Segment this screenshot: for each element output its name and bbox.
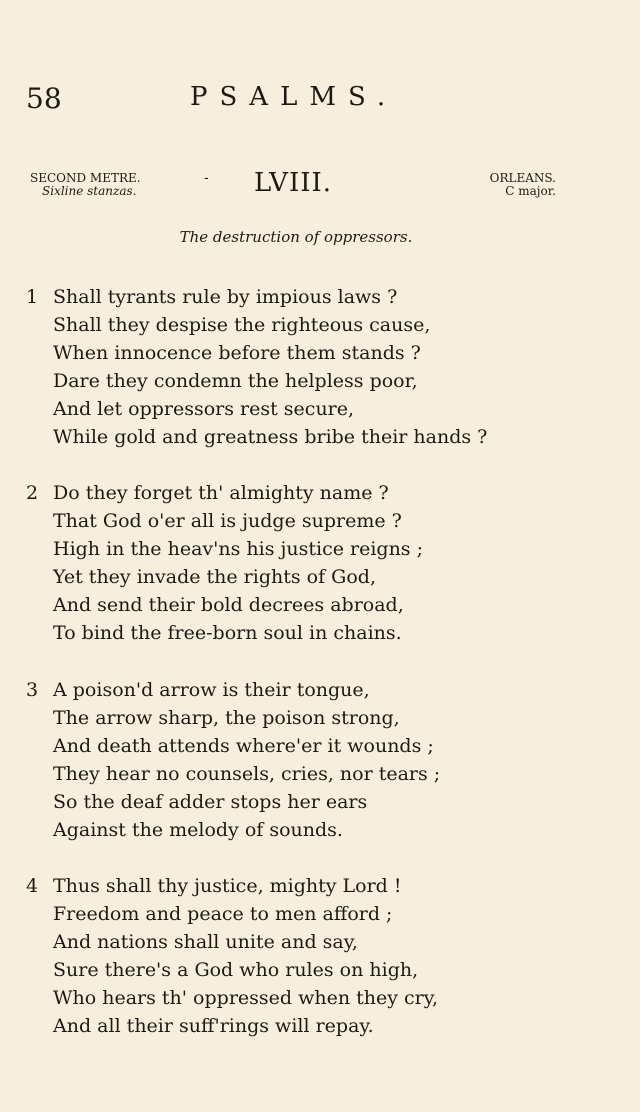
verse-line: That God o'er all is judge supreme ? bbox=[53, 510, 402, 532]
verse-line: Against the melody of sounds. bbox=[53, 819, 343, 841]
page-number: 58 bbox=[26, 82, 62, 115]
tune-info bbox=[490, 172, 556, 198]
verse-number: 3 bbox=[26, 679, 39, 701]
verse-line: Dare they condemn the helpless poor, bbox=[53, 370, 418, 392]
verse-line: And nations shall unite and say, bbox=[53, 931, 358, 953]
metre-info bbox=[30, 172, 141, 198]
page-header bbox=[0, 82, 640, 122]
verse-line: A poison'd arrow is their tongue, bbox=[53, 679, 370, 701]
metre-label: SECOND METRE. bbox=[30, 171, 141, 185]
verse-line: And let oppressors rest secure, bbox=[53, 398, 355, 420]
verse-line: So the deaf adder stops her ears bbox=[53, 791, 368, 813]
psalm-subtitle: The destruction of oppressors. bbox=[179, 228, 413, 246]
verse-line: While gold and greatness bribe their hands ? bbox=[53, 426, 488, 448]
tune-label: ORLEANS. bbox=[489, 171, 556, 185]
verse-line: And all their suff'rings will repay. bbox=[53, 1015, 374, 1037]
verse-line: Freedom and peace to men afford ; bbox=[53, 903, 393, 925]
verse-line: Who hears th' oppressed when they cry, bbox=[53, 987, 438, 1009]
key-label: C major. bbox=[505, 184, 556, 198]
verse-line: The arrow sharp, the poison strong, bbox=[53, 707, 400, 729]
verse-line: To bind the free-born soul in chains. bbox=[53, 622, 402, 644]
verse-line: Yet they invade the rights of God, bbox=[53, 566, 376, 588]
verse-line: And death attends where'er it wounds ; bbox=[53, 735, 434, 757]
ornament-dash: - bbox=[204, 170, 209, 186]
verse-line: Do they forget th' almighty name ? bbox=[53, 482, 389, 504]
verse-line: And send their bold decrees abroad, bbox=[53, 594, 404, 616]
verse-line: Shall tyrants rule by impious laws ? bbox=[53, 286, 398, 308]
verse-line: When innocence before them stands ? bbox=[53, 342, 421, 364]
verse-number: 4 bbox=[26, 875, 39, 897]
verse-line: Sure there's a God who rules on high, bbox=[53, 959, 419, 981]
verse-line: High in the heav'ns his justice reigns ; bbox=[53, 538, 423, 560]
stanza-form-label: Sixline stanzas. bbox=[42, 184, 137, 198]
verse-line: Thus shall thy justice, mighty Lord ! bbox=[53, 875, 402, 897]
verse-number: 1 bbox=[26, 286, 39, 308]
verse-number: 2 bbox=[26, 482, 39, 504]
psalm-number: LVIII. bbox=[254, 168, 333, 198]
running-title: PSALMS. bbox=[190, 82, 398, 112]
verse-line: They hear no counsels, cries, nor tears ; bbox=[53, 763, 441, 785]
verse-line: Shall they despise the righteous cause, bbox=[53, 314, 431, 336]
